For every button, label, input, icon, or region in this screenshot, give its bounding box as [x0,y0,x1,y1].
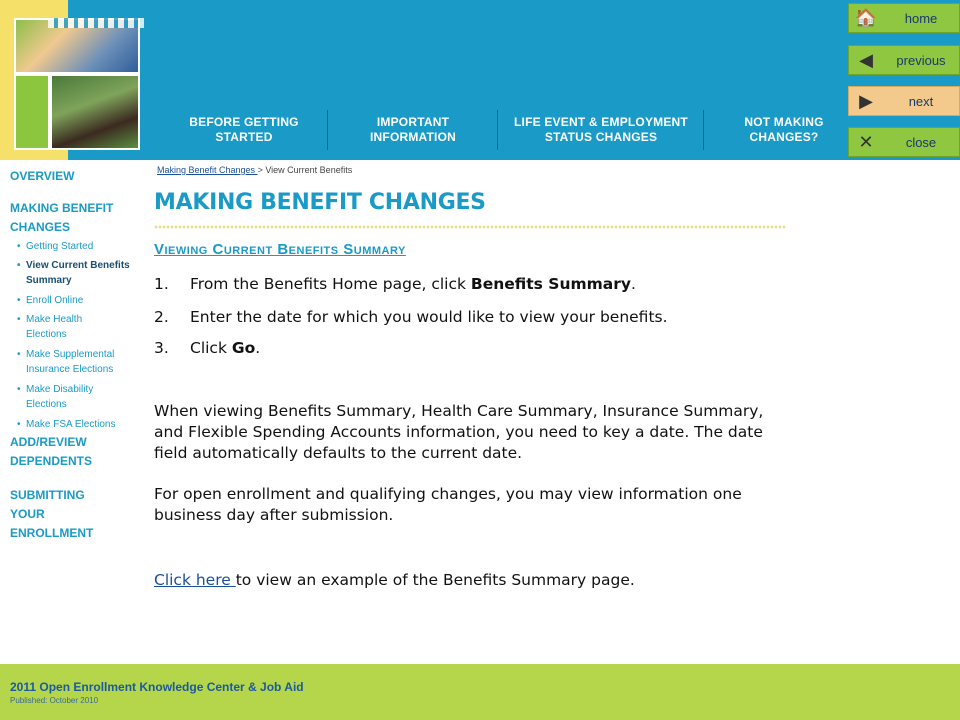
step-text: Click [190,339,232,357]
step-number: 3. [154,339,169,357]
section-title: Viewing Current Benefits Summary [154,241,406,258]
sidebar-sub-getting-started[interactable]: • Getting Started [26,239,136,254]
home-button[interactable] [848,3,960,33]
close-icon: ✕ [858,131,874,152]
step-text: Enter the date for which you would like to view your benefits. [190,308,668,326]
photo-green-block [14,74,50,150]
click-here-rest: to view an example of the Benefits Summary page. [235,571,635,589]
previous-button-label: previous [896,52,946,68]
close-button[interactable] [848,127,960,157]
dotted-divider [154,225,786,229]
topnav-important-information[interactable] [328,108,498,152]
page-title: MAKING BENEFIT CHANGES [154,190,486,215]
click-here-line [154,570,774,591]
click-here-link[interactable]: Click here [154,571,236,589]
topnav-before-getting-started[interactable] [160,108,328,152]
breadcrumb-link-making-benefit-changes[interactable]: Making Benefit Changes [157,165,258,175]
sidebar-item-add-review-dependents[interactable]: ADD/REVIEW DEPENDENTS [10,435,93,468]
sidebar-sub-disability-elections[interactable]: • Make Disability Elections [26,382,112,412]
topnav-label: BEFORE GETTING STARTED [189,115,299,144]
sidebar-sub-view-current-benefits[interactable]: • View Current Benefits Summary [26,258,132,288]
header-photo-collage [14,18,140,150]
step-3 [154,339,260,357]
step-text: From the Benefits Home page, click [190,275,471,293]
photo-people [50,74,140,150]
breadcrumb-separator: > [257,165,266,175]
paragraph-benefits-summary-info: When viewing Benefits Summary, Health Care Summary, Insurance Summary, and Flexible Spending Accounts information, you need to key a date. The date field automatically defaults to the current date. [154,402,764,462]
next-button-label: next [908,93,934,109]
topnav-label: IMPORTANT INFORMATION [370,115,456,144]
footer-title: 2011 Open Enrollment Knowledge Center & Job Aid [10,680,304,694]
sidebar-item-submitting-enrollment[interactable]: SUBMITTING YOUR ENROLLMENT [10,488,94,540]
paragraph-open-enrollment-info: For open enrollment and qualifying changes, you may view information one business day after submission. [154,485,742,524]
step-2 [154,308,668,326]
close-button-label: close [905,134,937,150]
breadcrumb [157,165,352,175]
step-text-end: . [631,275,636,293]
topnav-label: NOT MAKING CHANGES? [744,115,824,144]
sidebar-sub-fsa-elections[interactable]: • Make FSA Elections [26,417,136,432]
sidebar-sub-enroll-online[interactable]: • Enroll Online [26,293,136,308]
step-number: 2. [154,308,169,326]
step-text-end: . [255,339,261,357]
step-bold-text: Benefits Summary [470,275,632,293]
next-icon: ▶ [859,90,873,111]
topnav-label: LIFE EVENT & EMPLOYMENT STATUS CHANGES [514,115,688,144]
previous-icon: ◀ [859,49,873,70]
next-button[interactable] [848,86,960,116]
footer-published-date: Published: October 2010 [10,696,99,705]
step-number: 1. [154,275,169,293]
sidebar-item-making-benefit-changes[interactable]: MAKING BENEFIT CHANGES [10,201,114,234]
sidebar-item-overview[interactable]: OVERVIEW [10,169,75,183]
step-1 [154,275,636,293]
topnav-not-making-changes[interactable] [704,108,864,152]
sidebar-sub-supplemental-insurance[interactable]: • Make Supplemental Insurance Elections [26,347,130,377]
home-button-label: home [904,10,938,26]
sidebar-sub-health-elections[interactable]: • Make Health Elections [26,312,106,342]
step-bold-text: Go [231,339,256,357]
topnav-life-event[interactable] [498,108,704,152]
home-icon: 🏠 [854,7,878,28]
breadcrumb-current: View Current Benefits [265,165,353,175]
film-strip-decoration [48,18,148,28]
previous-button[interactable] [848,45,960,75]
